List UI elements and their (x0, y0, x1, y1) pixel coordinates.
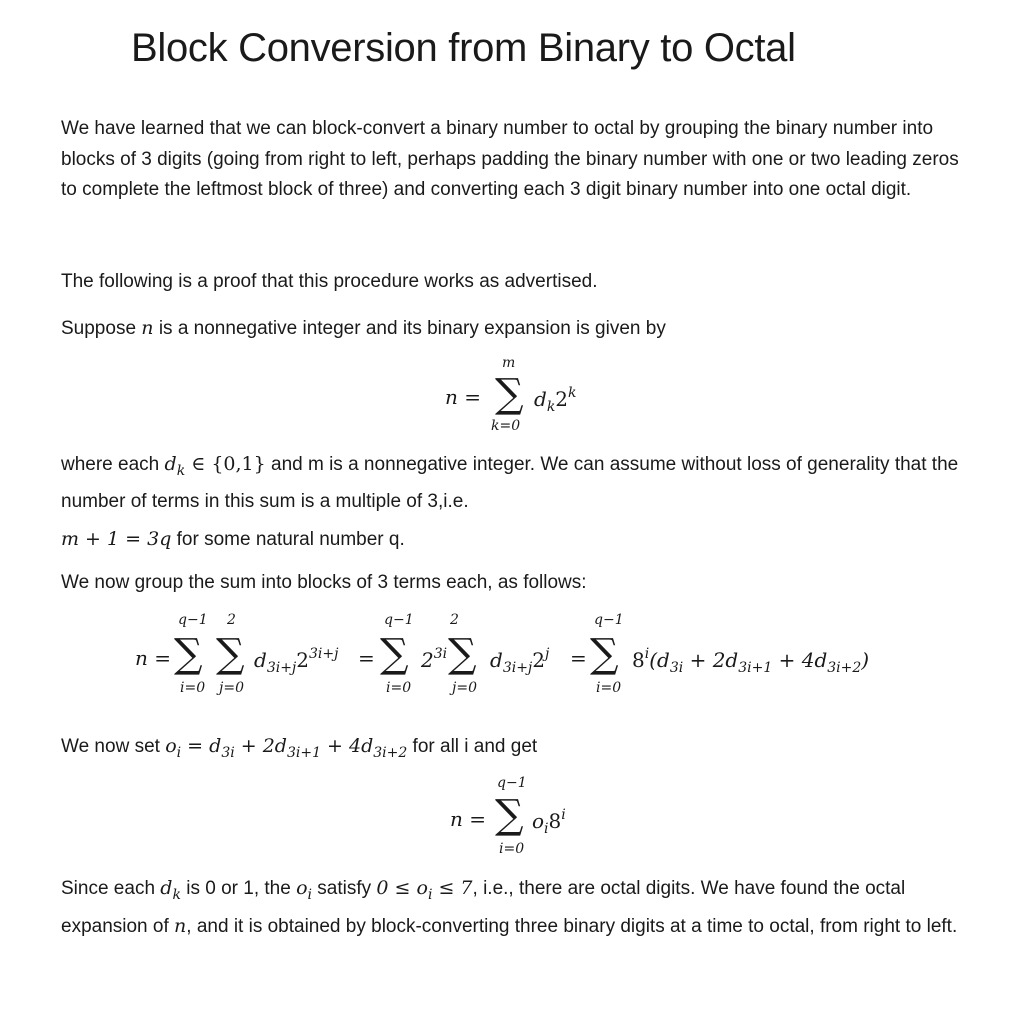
suppose-paragraph: Suppose n is a nonnegative integer and its binary expansion is given by (61, 317, 666, 339)
binary-expansion-equation: n = m ∑ k=0 $d_k2^k$ (445, 355, 577, 434)
group-paragraph: We now group the sum into blocks of 3 terms each, as follows: (61, 572, 587, 593)
conclusion-paragraph: Since each $d_k$ is 0 or 1, the $o_i$ satisfy $0 \le o_i \le 7$, i.e., there are octal digits. We have found the octal expansion of n, and it is obtained by block-converting three binary digits at a time to octal, from right to left. (61, 877, 958, 937)
m-plus-one-paragraph: m + 1 = 3q for some natural number q. (61, 528, 405, 550)
page-title: Block Conversion from Binary to Octal (131, 26, 796, 70)
octal-expansion-equation: n = q−1 ∑ i=0 $o_i8^i$ (450, 775, 566, 857)
intro-paragraph: We have learned that we can block-convert a binary number to octal by grouping the binary number into blocks of 3 digits (going from right to left, perhaps padding the binary number with one or two leading zeros to complete the leftmost block of three) and converting each 3 digit binary number into one octal digit. (61, 118, 959, 200)
proof-intro: The following is a proof that this procedure works as advertised. (61, 271, 598, 292)
grouped-sum-equation: n = q−1 ∑ i=0 2 ∑ j=0 $d_{3i+j}2^{3i+j}$ = q−1 ∑ i=0 $2^{3i}$ 2 ∑ j=0 $d_{3i+j}2^j$ = q−1 ∑ i=0 $8^i(d_{3i} + 2d_{3i+1} + 4d_{3i+2})$ (135, 612, 870, 696)
where-paragraph: where each $d_k$ ∈ {0,1} and m is a nonnegative integer. We can assume without loss of generality that the number of terms in this sum is a multiple of 3,i.e. (61, 453, 959, 512)
set-o-paragraph: We now set $o_i = d_{3i} + 2d_{3i+1} + 4d_{3i+2}$ for all i and get (61, 735, 538, 761)
